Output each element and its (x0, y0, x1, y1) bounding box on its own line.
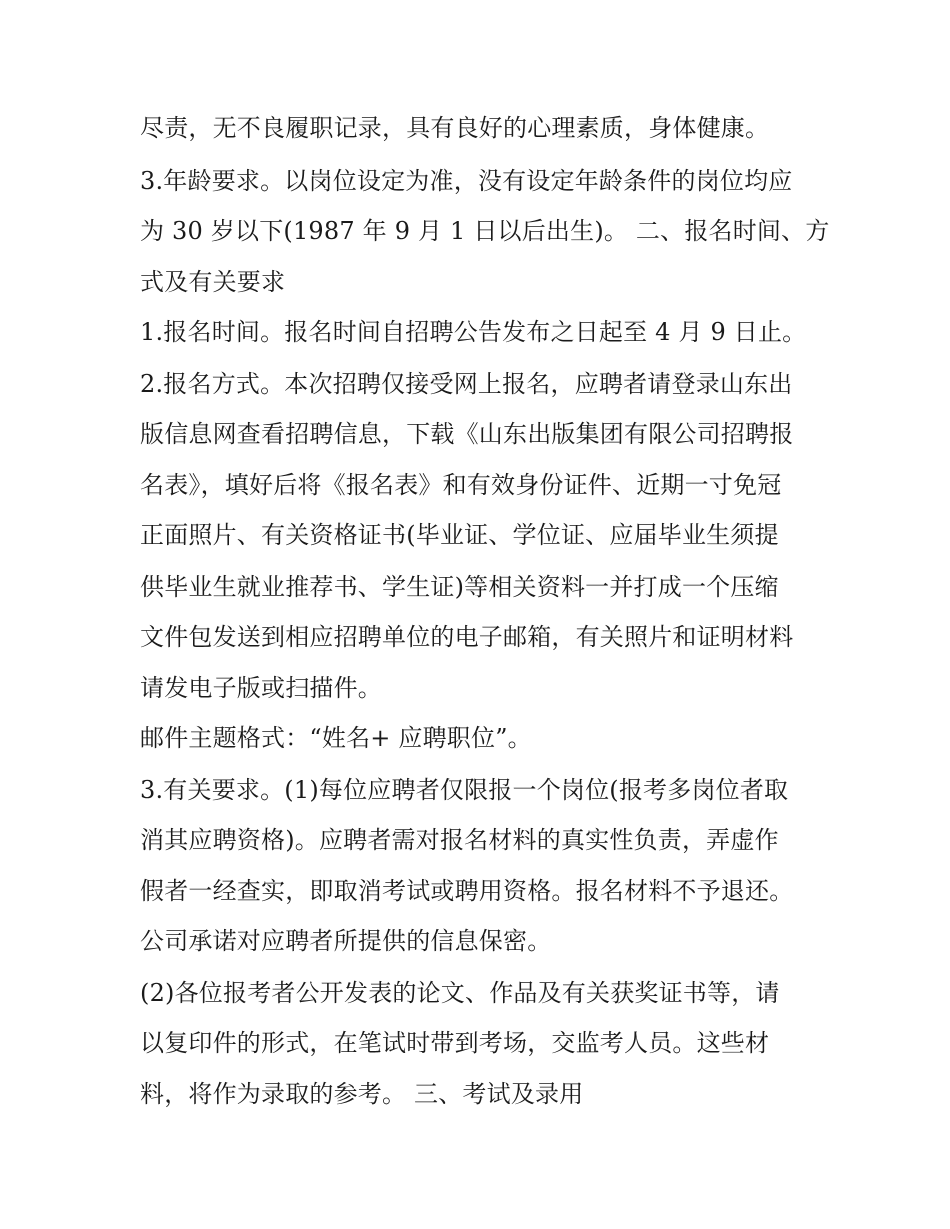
text-line: 文件包发送到相应招聘单位的电子邮箱，有关照片和证明材料 (140, 623, 794, 651)
text-line: 公司承诺对应聘者所提供的信息保密。 (140, 927, 552, 955)
text-line: (2)各位报考者公开发表的论文、作品及有关获奖证书等，请 (140, 979, 780, 1007)
text-line: 版信息网查看招聘信息，下载《山东出版集团有限公司招聘报 (140, 420, 794, 448)
text-line: 请发电子版或扫描件。 (140, 674, 382, 702)
text-line: 正面照片、有关资格证书(毕业证、学位证、应届毕业生须提 (140, 521, 779, 549)
text-line: 假者一经查实，即取消考试或聘用资格。报名材料不予退还。 (140, 877, 794, 905)
text-line: 1.报名时间。报名时间自招聘公告发布之日起至 4 月 9 日止。 (140, 318, 807, 346)
text-line: 料，将作为录取的参考。 三、考试及录用 (140, 1080, 584, 1108)
text-line: 3.年龄要求。以岗位设定为准，没有设定年龄条件的岗位均应 (140, 167, 793, 195)
text-line: 邮件主题格式：“姓名+ 应聘职位”。 (140, 724, 532, 752)
text-line: 为 30 岁以下(1987 年 9 月 1 日以后出生)。 二、报名时间、方 (140, 217, 830, 245)
text-line: 2.报名方式。本次招聘仅接受网上报名，应聘者请登录山东出 (140, 370, 793, 398)
text-line: 名表》，填好后将《报名表》和有效身份证件、近期一寸免冠 (140, 471, 782, 499)
text-line: 3.有关要求。(1)每位应聘者仅限报一个岗位(报考多岗位者取 (140, 776, 789, 804)
text-line: 以复印件的形式，在笔试时带到考场，交监考人员。这些材 (140, 1029, 770, 1057)
text-line: 消其应聘资格)。应聘者需对报名材料的真实性负责，弄虚作 (140, 826, 779, 854)
text-line: 尽责，无不良履职记录，具有良好的心理素质，身体健康。 (140, 114, 770, 142)
text-line: 式及有关要求 (140, 268, 286, 296)
text-line: 供毕业生就业推荐书、学生证)等相关资料一并打成一个压缩 (140, 573, 779, 601)
